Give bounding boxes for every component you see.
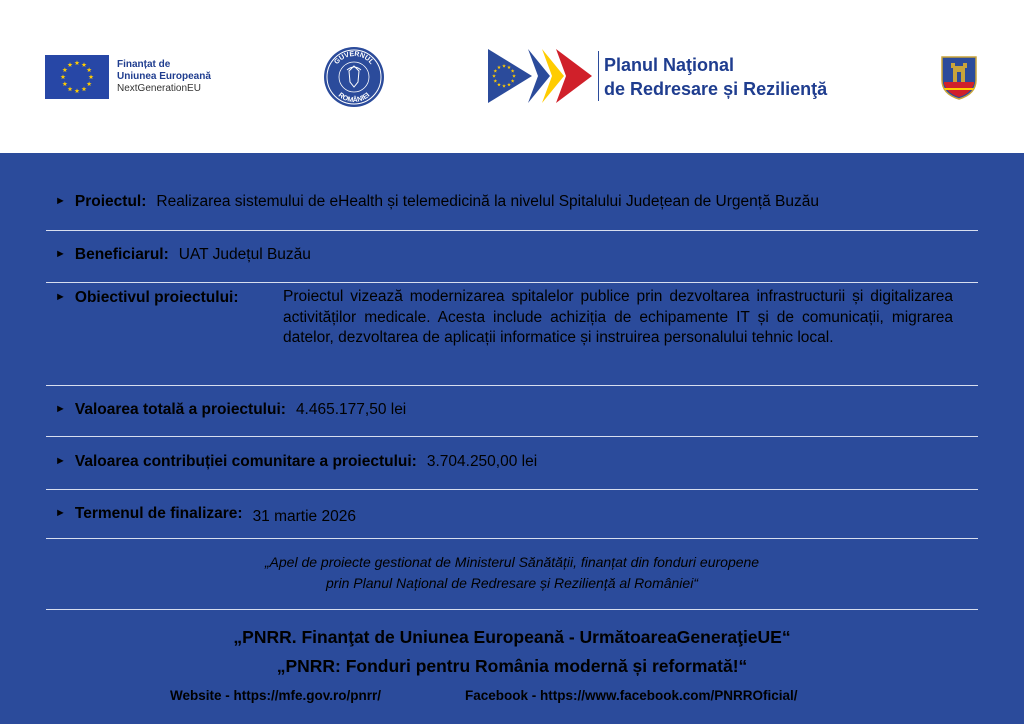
divider-line <box>46 230 978 231</box>
slogan-line2: „PNRR: Fonduri pentru România modernă și reformată!“ <box>276 656 748 676</box>
eu-funding-line1: Finanțat de <box>117 59 171 70</box>
pnrr-logo-icon <box>488 47 594 105</box>
pnrr-divider <box>598 51 599 101</box>
deadline-row <box>55 505 356 526</box>
eu-funding-logo <box>45 55 211 99</box>
eu-funding-line3: NextGenerationEU <box>117 83 201 94</box>
divider-line <box>46 609 978 610</box>
bullet-arrow-icon: ► <box>55 195 66 207</box>
beneficiary-row <box>55 246 311 264</box>
beneficiary-label: Beneficiarul: <box>74 246 169 263</box>
project-name-label: Proiectul: <box>74 193 147 210</box>
divider-line <box>46 436 978 437</box>
bullet-arrow-icon: ► <box>55 403 66 415</box>
objective-value: Proiectul vizează modernizarea spitalelor publice prin dezvoltarea infrastructurii și digitalizarea activităților medicale. Acesta include achiziția de echipamente IT și de comunicații, migrarea datelor, dezvoltarea de aplicații informatice și instruirea personalului tehnic local. <box>283 288 953 346</box>
bullet-arrow-icon: ► <box>55 507 66 519</box>
bullet-arrow-icon: ► <box>55 455 66 467</box>
header-bar <box>0 0 1024 153</box>
total-value-label: Valoarea totală a proiectului: <box>74 401 286 418</box>
divider-line <box>46 385 978 386</box>
beneficiary-value: UAT Județul Buzău <box>178 246 311 263</box>
facebook-link[interactable]: Facebook - https://www.facebook.com/PNRROficial/ <box>465 688 798 703</box>
objective-row <box>55 289 249 307</box>
buzau-coat-of-arms-icon <box>940 54 978 100</box>
project-name-row <box>55 193 819 211</box>
deadline-label: Termenul de finalizare: <box>74 505 243 522</box>
eu-flag-icon <box>45 55 109 99</box>
pnrr-title-line2: de Redresare și Rezilienţă <box>604 79 828 99</box>
bullet-arrow-icon: ► <box>55 291 66 303</box>
gov-seal-bottom-text: ROMÂNIEI <box>336 91 372 105</box>
bullet-arrow-icon: ► <box>55 248 66 260</box>
objective-label: Obiectivul proiectului: <box>74 289 239 306</box>
call-line1: „Apel de proiecte gestionat de Ministerul Sănătății, finanțat din fonduri europene <box>264 554 760 570</box>
deadline-value: 31 martie 2026 <box>252 508 356 525</box>
divider-line <box>46 538 978 539</box>
divider-line <box>46 489 978 490</box>
eu-contribution-amount: 3.704.250,00 lei <box>426 453 538 470</box>
slogan-line1: „PNRR. Finanţat de Uniunea Europeană - UrmătoareaGeneraţieUE“ <box>233 627 791 647</box>
eu-funding-line2: Uniunea Europeană <box>117 71 211 82</box>
eu-contribution-row <box>55 453 537 471</box>
gov-seal-top-text: GUVERNUL <box>333 50 375 66</box>
total-value-amount: 4.465.177,50 lei <box>295 401 407 418</box>
pnrr-title-line1: Planul Naţional <box>604 55 735 75</box>
divider-line <box>46 282 978 283</box>
government-seal-icon <box>323 46 385 108</box>
project-name-value: Realizarea sistemului de eHealth și telemedicină la nivelul Spitalului Județean de Urgență Buzău <box>156 193 819 210</box>
eu-contribution-label: Valoarea contribuției comunitare a proiectului: <box>74 453 417 470</box>
pnrr-title <box>604 53 827 101</box>
website-link[interactable]: Website - https://mfe.gov.ro/pnrr/ <box>170 688 382 703</box>
total-value-row <box>55 401 406 419</box>
call-line2: prin Planul Național de Redresare și Reziliență al României“ <box>326 575 698 591</box>
